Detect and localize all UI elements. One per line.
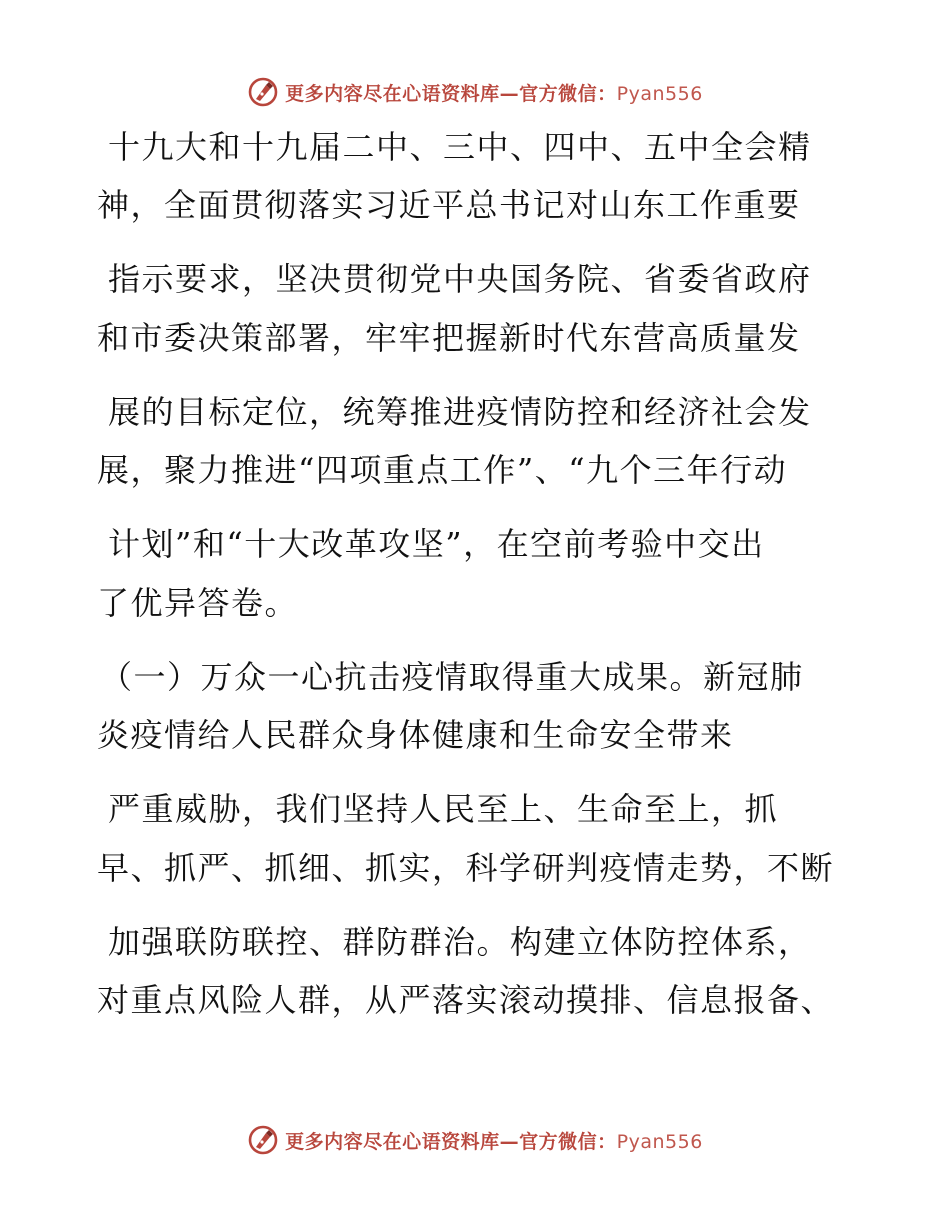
body-line: 严重威胁，我们坚持人民至上、生命至上，抓 [108, 790, 779, 828]
footer-watermark [0, 1120, 950, 1160]
body-line: 十九大和十九届二中、三中、四中、五中全会精 [108, 128, 812, 166]
pen-nib-logo-icon [247, 1124, 279, 1156]
watermark-wechat-id: Pyan556 [616, 82, 703, 105]
body-line: 神，全面贯彻落实习近平总书记对山东工作重要 [97, 186, 801, 224]
body-line: 早、抓严、抓细、抓实，科学研判疫情走势，不断 [97, 849, 835, 887]
body-line: 和市委决策部署，牢牢把握新时代东营高质量发 [97, 319, 801, 357]
body-line: 计划”和“十大改革攻坚”，在空前考验中交出 [108, 525, 765, 563]
watermark-text: 更多内容尽在心语资料库—官方微信：Pyan556 [285, 82, 703, 105]
body-line: 展的目标定位，统筹推进疫情防控和经济社会发 [108, 393, 812, 431]
watermark-text: 更多内容尽在心语资料库—官方微信：Pyan556 [285, 1130, 703, 1153]
body-line: 指示要求，坚决贯彻党中央国务院、省委省政府 [108, 260, 812, 298]
watermark-wechat-id: Pyan556 [616, 1130, 703, 1153]
body-line: 了优异答卷。 [97, 584, 299, 622]
body-line: 对重点风险人群，从严落实滚动摸排、信息报备、 [97, 981, 835, 1019]
body-line: 加强联防联控、群防群治。构建立体防控体系， [108, 923, 812, 961]
body-line: 炎疫情给人民群众身体健康和生命安全带来 [97, 716, 734, 754]
section-heading-line: （一）万众一心抗击疫情取得重大成果。新冠肺 [100, 658, 804, 696]
body-line: 展，聚力推进“四项重点工作”、“九个三年行动 [97, 451, 788, 489]
